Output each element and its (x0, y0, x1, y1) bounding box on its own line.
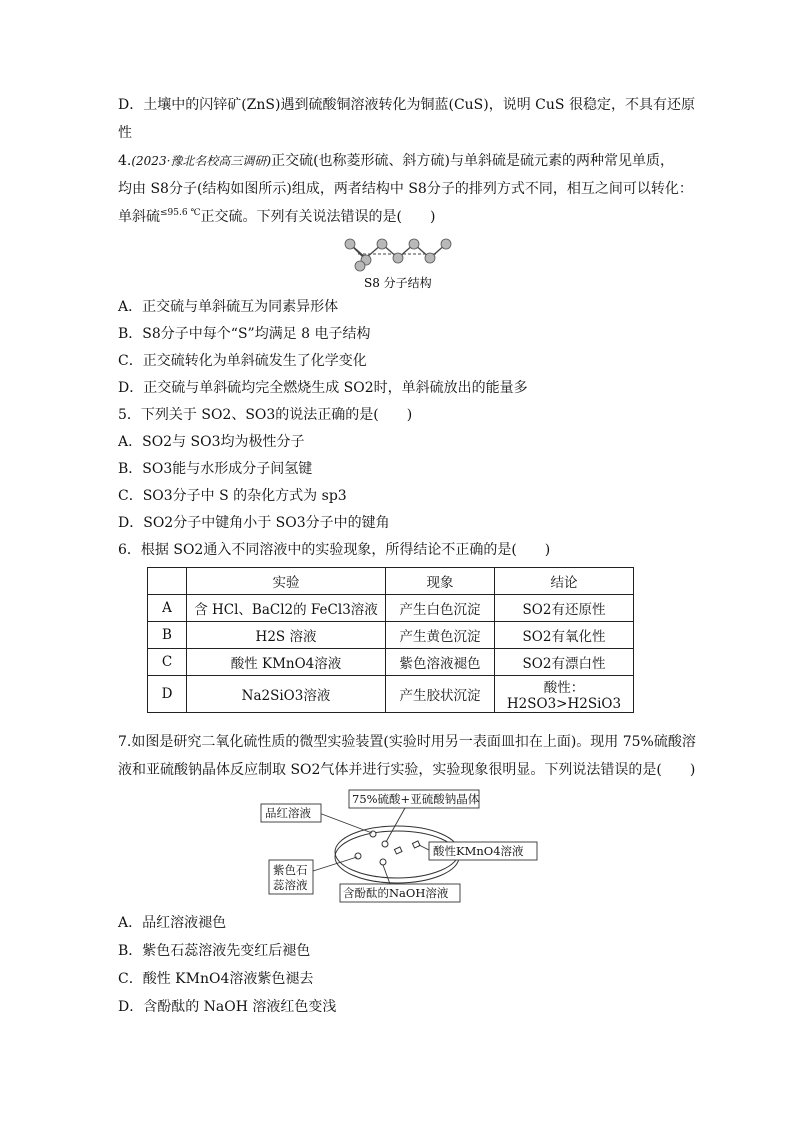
well-center (382, 841, 388, 847)
table-cell: D (148, 676, 187, 713)
sulfur-atom (355, 261, 365, 271)
label-litmus-line1: 紫色石 (273, 863, 308, 877)
q4-condition: ≤95.6 ℃ (160, 208, 201, 218)
table-cell: H2S 溶液 (187, 622, 386, 649)
q4-stem-line2: 均由 S8分子(结构如图所示)组成，两者结构中 S8分子的排列方式不同，相互之间可以转化： (118, 181, 693, 197)
table-cell: SO2有还原性 (495, 595, 634, 622)
table-cell: 产生胶状沉淀 (386, 676, 495, 713)
q7-option-c: C．酸性 KMnO4溶液紫色褪去 (118, 971, 314, 987)
q4-stem3-pre: 单斜硫 (118, 209, 160, 225)
q4-option-d: D．正交硫与单斜硫均完全燃烧生成 SO2时，单斜硫放出的能量多 (118, 380, 528, 396)
q6-experiment-table (147, 567, 634, 713)
q4-stem3-post: 正交硫。下列有关说法错误的是( ) (200, 209, 436, 225)
q7-option-a: A．品红溶液褪色 (118, 915, 227, 931)
s8-figure-caption: S8 分子结构 (364, 276, 432, 290)
table-cell: 酸性：H2SO3>H2SiO3 (495, 676, 634, 713)
table-cell: 酸性 KMnO4溶液 (187, 649, 386, 676)
table-header-row (148, 568, 634, 595)
table-header-cell: 结论 (495, 568, 634, 595)
q5-option-d: D．SO2分子中键角小于 SO3分子中的键角 (118, 515, 390, 531)
q5-option-a: A．SO2与 SO3均为极性分子 (118, 434, 305, 450)
q5-stem: 5．下列关于 SO2、SO3的说法正确的是( ) (118, 407, 413, 423)
table-row (148, 649, 634, 676)
label-kmno4: 酸性KMnO4溶液 (433, 844, 524, 858)
table-cell: C (148, 649, 187, 676)
label-center: 75%硫酸+亚硫酸钠晶体 (352, 792, 480, 806)
q4-number: 4. (118, 153, 132, 169)
q4-source: (2023·豫北名校高三调研) (131, 154, 272, 168)
table-cell: 产生白色沉淀 (386, 595, 495, 622)
sulfur-atom (393, 253, 403, 263)
table-cell: A (148, 595, 187, 622)
table-row (148, 622, 634, 649)
table-row (148, 595, 634, 622)
q7-stem-line2: 液和亚硫酸钠晶体反应制取 SO2气体并进行实验，实验现象很明显。下列说法错误的是( ) (118, 762, 696, 778)
well-litmus (355, 853, 361, 859)
sulfur-atom (345, 239, 355, 249)
sulfur-atom (441, 239, 451, 249)
table-header-cell (148, 568, 187, 595)
q3-option-d-line2: 性 (118, 125, 132, 141)
table-cell: Na2SiO3溶液 (187, 676, 386, 713)
q4-stem1: 正交硫(也称菱形硫、斜方硫)与单斜硫是硫元素的两种常见单质， (271, 153, 675, 169)
table-header-cell: 现象 (386, 568, 495, 595)
q4-option-c: C．正交硫转化为单斜硫发生了化学变化 (118, 353, 367, 369)
label-litmus-line2: 蕊溶液 (273, 878, 308, 892)
q5-option-b: B．SO3能与水形成分子间氢键 (118, 461, 313, 477)
q7-apparatus-figure (255, 788, 545, 906)
table-cell: SO2有氧化性 (495, 622, 634, 649)
sulfur-atom (409, 239, 419, 249)
s8-structure-figure (330, 236, 470, 294)
well-pinhong (370, 831, 376, 837)
q7-option-b: B．紫色石蕊溶液先变红后褪色 (118, 943, 311, 959)
q4-stem-line1 (118, 152, 674, 170)
table-cell: SO2有漂白性 (495, 649, 634, 676)
sulfur-atom (425, 253, 435, 263)
q5-option-c: C．SO3分子中 S 的杂化方式为 sp3 (118, 488, 347, 504)
label-naoh: 含酚酞的NaOH溶液 (343, 886, 449, 900)
table-cell: 产生黄色沉淀 (386, 622, 495, 649)
q3-option-d-line1: D．土壤中的闪锌矿(ZnS)遇到硫酸铜溶液转化为铜蓝(CuS)，说明 CuS 很稳定，不具有还原 (118, 97, 695, 113)
sulfur-atom (377, 239, 387, 249)
table-cell: 含 HCl、BaCl2的 FeCl3溶液 (187, 595, 386, 622)
q7-stem-line1: 7.如图是研究二氧化硫性质的微型实验装置(实验时用另一表面皿扣在上面)。现用 75%硫酸溶 (118, 734, 696, 750)
q4-option-a: A．正交硫与单斜硫互为同素异形体 (118, 299, 339, 315)
q7-option-d: D．含酚酞的 NaOH 溶液红色变浅 (118, 999, 337, 1015)
table-row (148, 676, 634, 713)
well-naoh (380, 859, 386, 865)
q6-stem: 6．根据 SO2通入不同溶液中的实验现象，所得结论不正确的是( ) (118, 542, 551, 558)
table-cell: B (148, 622, 187, 649)
table-cell: 紫色溶液褪色 (386, 649, 495, 676)
table-header-cell: 实验 (187, 568, 386, 595)
label-pinhong: 品红溶液 (265, 806, 311, 820)
q4-option-b: B．S8分子中每个“S”均满足 8 电子结构 (118, 326, 371, 342)
q4-stem-line3 (118, 208, 435, 228)
